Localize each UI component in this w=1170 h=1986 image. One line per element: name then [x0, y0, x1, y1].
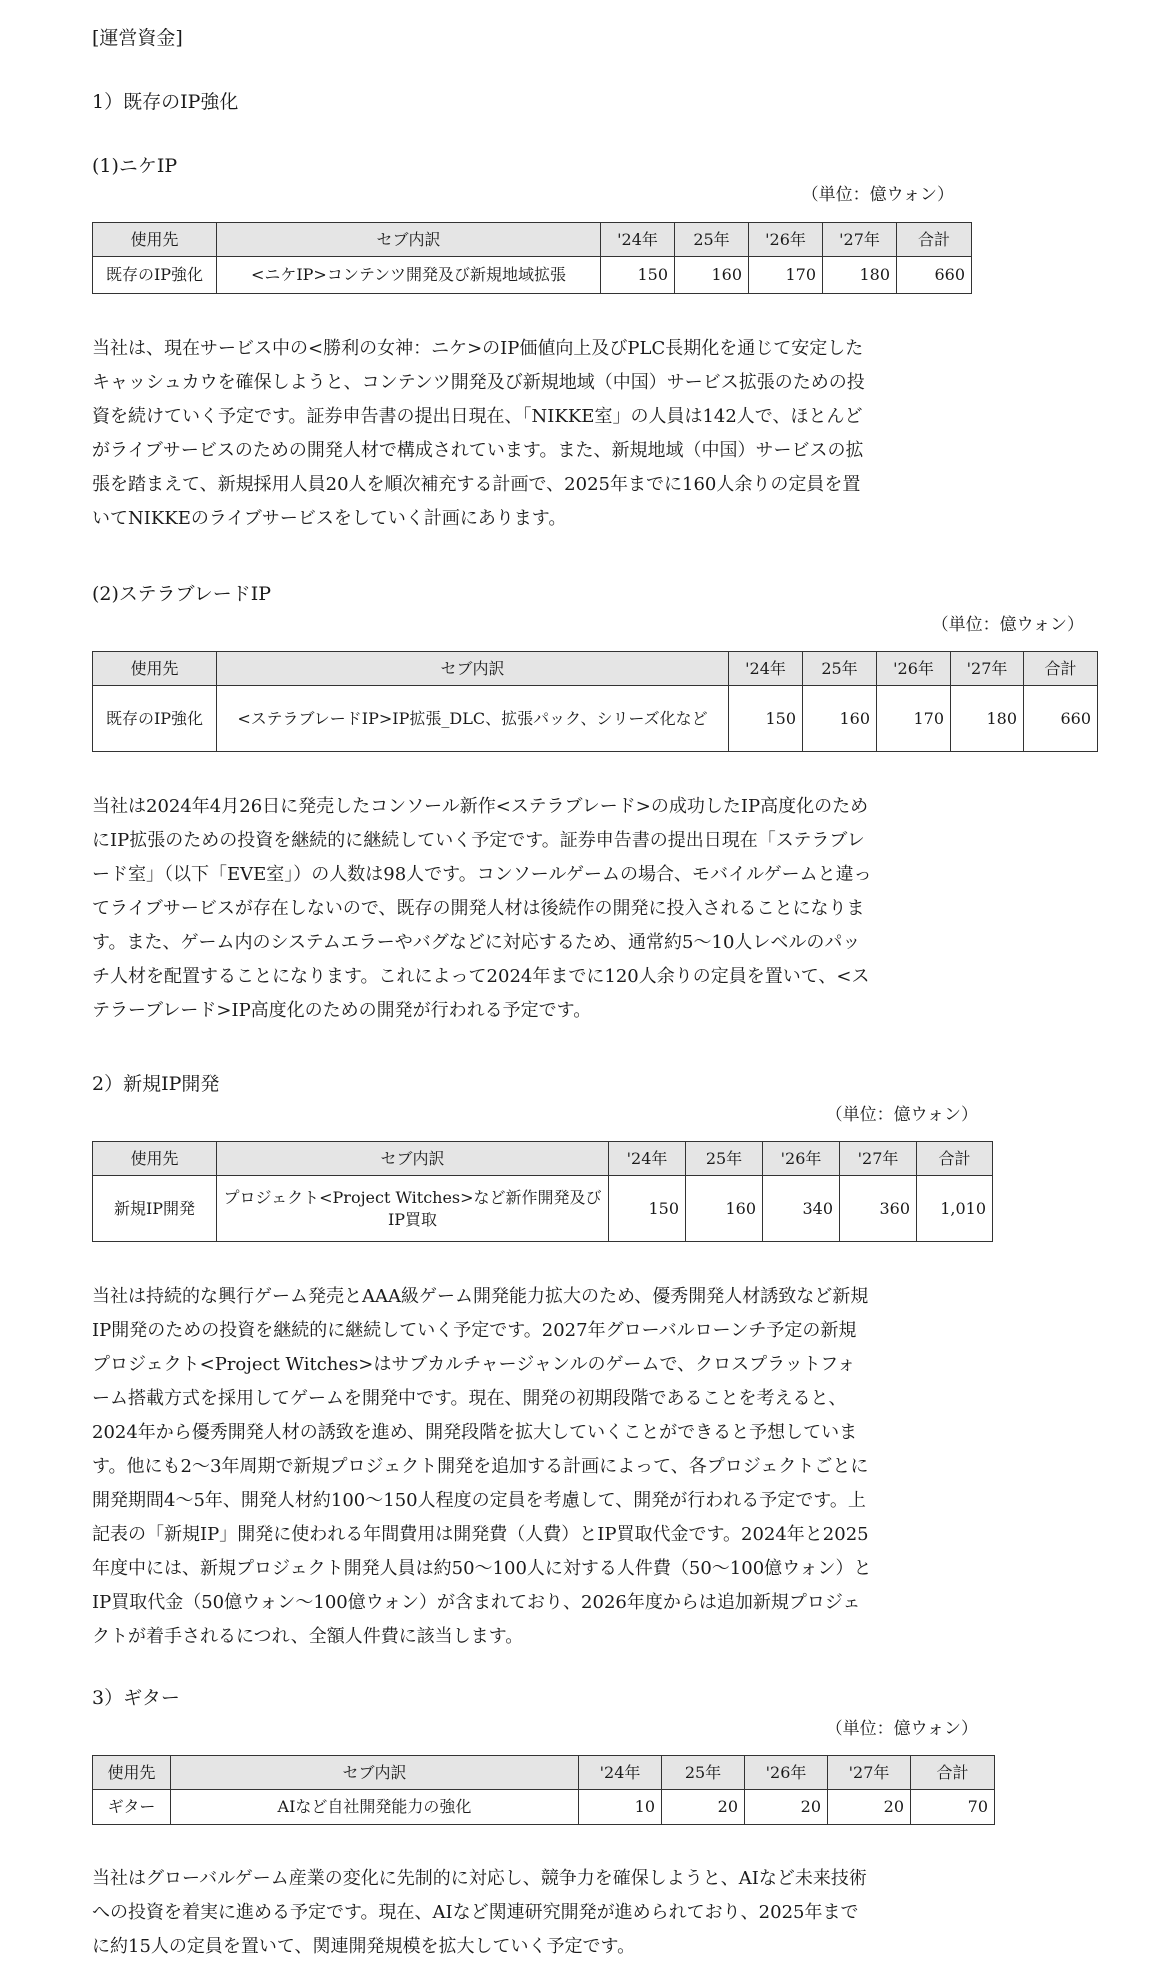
- cell-total: 1,010: [917, 1176, 993, 1242]
- header-2025: 25年: [803, 652, 877, 686]
- unit-label: （単位：億ウォン）: [931, 615, 1084, 635]
- header-desc: セブ内訳: [217, 223, 601, 257]
- table-header-row: [93, 1142, 993, 1176]
- header-2026: '26年: [745, 1756, 828, 1790]
- table-header-row: [93, 652, 1098, 686]
- cell-2026: 340: [763, 1176, 840, 1242]
- unit-label: （単位：億ウォン）: [801, 185, 954, 205]
- table-row: [93, 257, 972, 294]
- cell-use: 既存のIP強化: [93, 257, 217, 294]
- cell-desc: AIなど自社開発能力の強化: [171, 1790, 579, 1825]
- header-2027: '27年: [840, 1142, 917, 1176]
- paragraph-stellar-blade: 当社は2024年4月26日に発売したコンソール新作<ステラブレード>の成功したIP高度化のためにIP拡張のための投資を継続的に継続していく予定です。証券申告書の提出日現在「ステラブレード室」（以下「EVE室」）の人数は98人です。コンソールゲームの場合、モバイルゲームと違ってライブサービスが存在しないので、既存の開発人材は後続作の開発に投入されることになります。また、ゲーム内のシステムエラーやバグなどに対応するため、通常約5〜10人レベルのパッチ人材を配置することになります。これによって2024年までに120人余りの定員を置いて、<ステラーブレード>IP高度化のための開発が行われる予定です。: [92, 796, 872, 1021]
- cell-desc: プロジェクト<Project Witches>など新作開発及びIP買取: [217, 1176, 609, 1242]
- cell-2024: 150: [601, 257, 675, 294]
- table-header-row: [93, 223, 972, 257]
- cell-2024: 150: [729, 686, 803, 752]
- cell-use: 既存のIP強化: [93, 686, 217, 752]
- header-total: 合計: [917, 1142, 993, 1176]
- cell-desc: <ステラブレードIP>IP拡張_DLC、拡張パック、シリーズ化など: [217, 686, 729, 752]
- header-2026: '26年: [877, 652, 951, 686]
- header-total: 合計: [911, 1756, 995, 1790]
- cell-2025: 160: [675, 257, 749, 294]
- header-use: 使用先: [93, 652, 217, 686]
- cell-total: 660: [1024, 686, 1098, 752]
- header-desc: セブ内訳: [217, 652, 729, 686]
- table-row: [93, 1790, 995, 1825]
- heading-existing-ip: 1）既存のIP強化: [92, 91, 239, 113]
- header-desc: セブ内訳: [217, 1142, 609, 1176]
- fund-table-guitar: [92, 1755, 995, 1825]
- header-total: 合計: [1024, 652, 1098, 686]
- cell-2026: 170: [749, 257, 823, 294]
- fund-table-stellar-blade: [92, 651, 1098, 752]
- header-2026: '26年: [763, 1142, 840, 1176]
- header-2025: 25年: [662, 1756, 745, 1790]
- paragraph-new-ip: 当社は持続的な興行ゲーム発売とAAA級ゲーム開発能力拡大のため、優秀開発人材誘致など新規IP開発のための投資を継続的に継続していく予定です。2027年グローバルローンチ予定の新規プロジェクト<Project Witches>はサブカルチャージャンルのゲームで、クロスプラットフォーム搭載方式を採用してゲームを開発中です。現在、開発の初期段階であることを考えると、2024年から優秀開発人材の誘致を進め、開発段階を拡大していくことができると予想しています。他にも2〜3年周期で新規プロジェクト開発を追加する計画によって、各プロジェクトごとに開発期間4〜5年、開発人材約100〜150人程度の定員を考慮して、開発が行われる予定です。上記表の「新規IP」開発に使われる年間費用は開発費（人費）とIP買取代金です。2024年と2025年度中には、新規プロジェクト開発人員は約50〜100人に対する人件費（50〜100億ウォン）とIP買取代金（50億ウォン〜100億ウォン）が含まれており、2026年度からは追加新規プロジェクトが着手されるにつれ、全額人件費に該当します。: [92, 1286, 872, 1647]
- heading-stellar-blade-ip: (2)ステラブレードIP: [92, 583, 272, 605]
- cell-desc: <ニケIP>コンテンツ開発及び新規地域拡張: [217, 257, 601, 294]
- unit-label: （単位：億ウォン）: [825, 1105, 978, 1125]
- cell-2025: 160: [803, 686, 877, 752]
- cell-2027: 360: [840, 1176, 917, 1242]
- table-row: [93, 686, 1098, 752]
- header-2026: '26年: [749, 223, 823, 257]
- cell-2027: 20: [828, 1790, 911, 1825]
- header-2025: 25年: [686, 1142, 763, 1176]
- cell-2027: 180: [823, 257, 897, 294]
- header-2024: '24年: [609, 1142, 686, 1176]
- cell-2024: 150: [609, 1176, 686, 1242]
- table-row: [93, 1176, 993, 1242]
- header-2027: '27年: [823, 223, 897, 257]
- header-total: 合計: [897, 223, 972, 257]
- table-header-row: [93, 1756, 995, 1790]
- cell-2026: 170: [877, 686, 951, 752]
- paragraph-nikke: 当社は、現在サービス中の<勝利の女神：ニケ>のIP価値向上及びPLC長期化を通じて安定したキャッシュカウを確保しようと、コンテンツ開発及び新規地域（中国）サービス拡張のための投資を続けていく予定です。証券申告書の提出日現在、「NIKKE室」の人員は142人で、ほとんどがライブサービスのための開発人材で構成されています。また、新規地域（中国）サービスの拡張を踏まえて、新規採用人員20人を順次補充する計画で、2025年までに160人余りの定員を置いてNIKKEのライブサービスをしていく計画にあります。: [92, 338, 865, 529]
- heading-guitar: 3）ギター: [92, 1687, 180, 1709]
- cell-2027: 180: [951, 686, 1024, 752]
- header-2024: '24年: [729, 652, 803, 686]
- header-2025: 25年: [675, 223, 749, 257]
- cell-use: 新規IP開発: [93, 1176, 217, 1242]
- cell-2025: 20: [662, 1790, 745, 1825]
- cell-total: 660: [897, 257, 972, 294]
- heading-nikke-ip: (1)ニケIP: [92, 155, 178, 177]
- header-use: 使用先: [93, 223, 217, 257]
- fund-table-new-ip: [92, 1141, 993, 1242]
- unit-label: （単位：億ウォン）: [825, 1719, 978, 1739]
- header-2027: '27年: [828, 1756, 911, 1790]
- section-title: [運営資金]: [92, 27, 183, 49]
- heading-new-ip: 2）新規IP開発: [92, 1073, 220, 1095]
- header-use: 使用先: [93, 1142, 217, 1176]
- cell-total: 70: [911, 1790, 995, 1825]
- header-2027: '27年: [951, 652, 1024, 686]
- paragraph-guitar: 当社はグローバルゲーム産業の変化に先制的に対応し、競争力を確保しようと、AIなど未来技術への投資を着実に進める予定です。現在、AIなど関連研究開発が進められており、2025年までに約15人の定員を置いて、関連開発規模を拡大していく予定です。: [92, 1868, 867, 1957]
- cell-2026: 20: [745, 1790, 828, 1825]
- header-use: 使用先: [93, 1756, 171, 1790]
- cell-use: ギター: [93, 1790, 171, 1825]
- header-desc: セブ内訳: [171, 1756, 579, 1790]
- header-2024: '24年: [601, 223, 675, 257]
- cell-2025: 160: [686, 1176, 763, 1242]
- fund-table-nikke: [92, 222, 972, 294]
- cell-2024: 10: [579, 1790, 662, 1825]
- header-2024: '24年: [579, 1756, 662, 1790]
